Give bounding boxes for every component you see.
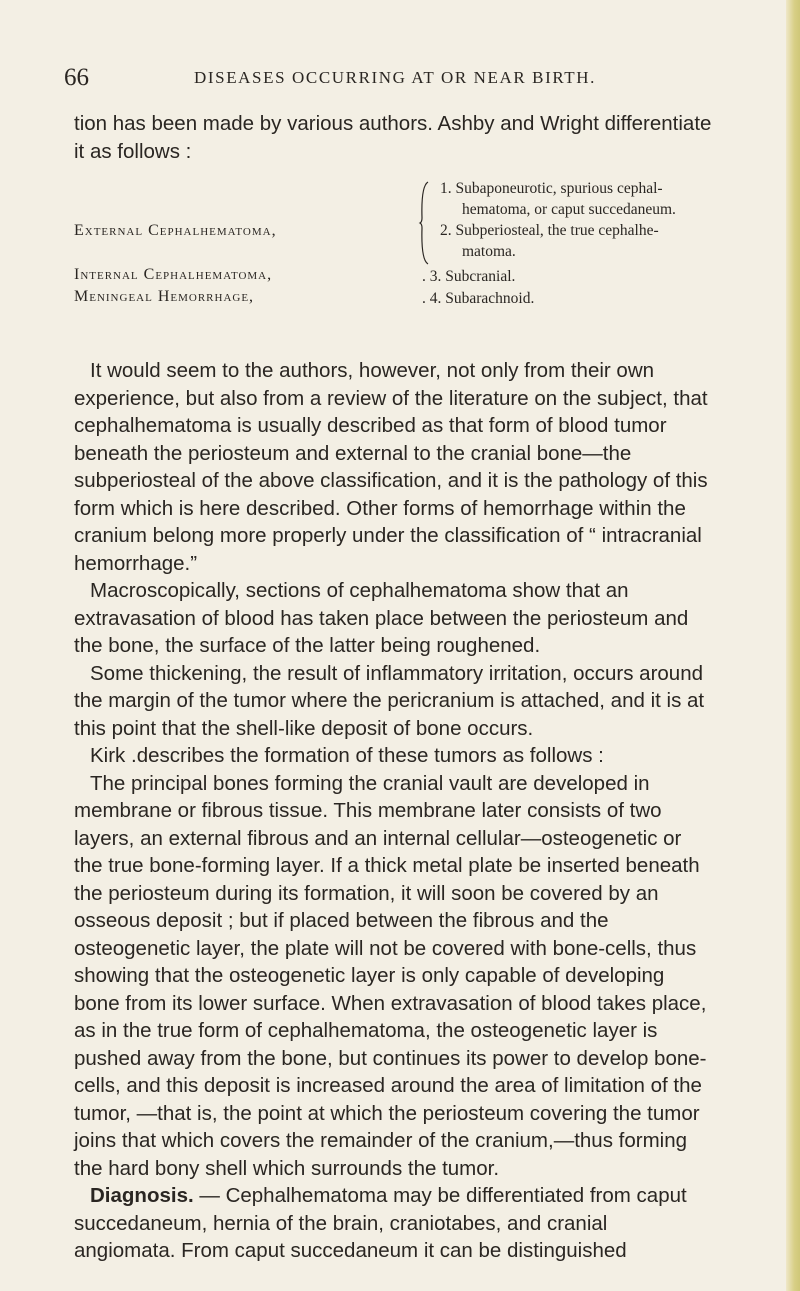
meningeal-item: . 4. Subarachnoid.: [422, 290, 535, 307]
external-item-2a: 2. Subperiosteal, the true cephalhe-: [440, 222, 659, 239]
internal-item: . 3. Subcranial.: [422, 268, 516, 285]
external-item-1b: hematoma, or caput succedaneum.: [462, 201, 676, 218]
external-label: External Cephalhematoma,: [74, 222, 277, 239]
intro-paragraph: tion has been made by various authors. Ashby and Wright differentiate it as follows :: [74, 112, 712, 163]
classification-table: [74, 178, 734, 348]
external-item-2b: matoma.: [462, 243, 516, 260]
paragraph: It would seem to the authors, however, not only from their own experience, but also from a review of the literature on the subject, that cephalhematoma is usually described as that form of blood tumor beneath the periosteum and external to the cranial bone—the subperiosteal of the above classification, and it is the pathology of this form which is here described. Other forms of hemorrhage within the cranium belong more properly under the classification of “ intracranial hemorrhage.”: [74, 359, 708, 575]
diagnosis-paragraph: [74, 1182, 714, 1265]
running-title: DISEASES OCCURRING AT OR NEAR BIRTH.: [194, 68, 596, 87]
body-text: [74, 357, 714, 1265]
diagnosis-heading: Diagnosis.: [90, 1184, 194, 1207]
page-number: 66: [64, 64, 89, 91]
internal-label: Internal Cephalhematoma,: [74, 266, 273, 283]
paragraph: Kirk .describes the formation of these tumors as follows :: [90, 744, 604, 767]
paragraph: Some thickening, the result of inflammatory irritation, occurs around the margin of the tumor where the pericranium is attached, and it is at this point that the shell-like deposit of bone occurs.: [74, 661, 705, 740]
meningeal-label: Meningeal Hemorrhage,: [74, 288, 255, 305]
paragraph: The principal bones forming the cranial vault are developed in membrane or fibrous tissue. This membrane later consists of two layers, an external fibrous and an internal cellular—osteogenetic or the true bone-forming layer. If a thick metal plate be inserted beneath the periosteum during its formation, it will soon be covered by an osseous deposit ; but if placed between the fibrous and the osteogenetic layer, the plate will not be covered with bone-cells, thus showing that the osteogenetic layer is only capable of developing bone from its lower surface. When extravasation of blood takes place, as in the true form of cephalhematoma, the osteogenetic layer is pushed away from the bone, but continues its power to develop bone-cells, and this deposit is increased around the area of limitation of the tumor, —that is, the point at which the periosteum covering the tumor joins that which covers the remainder of the cranium,—thus forming the hard bony shell which surrounds the tumor.: [74, 771, 707, 1180]
page-edge: [786, 0, 800, 1291]
intro-text: [74, 110, 714, 165]
diagnosis-text: — Cephalhematoma may be differentiated from caput succedaneum, hernia of the brain, craniotabes, and cranial angiomata. From caput succedaneum it can be distinguished: [74, 1184, 687, 1262]
paragraph: Macroscopically, sections of cephalhematoma show that an extravasation of blood has taken place between the periosteum and the bone, the surface of the latter being roughened.: [74, 579, 689, 657]
brace-icon: [418, 178, 432, 268]
external-item-1a: 1. Subaponeurotic, spurious cephal-: [440, 180, 663, 197]
